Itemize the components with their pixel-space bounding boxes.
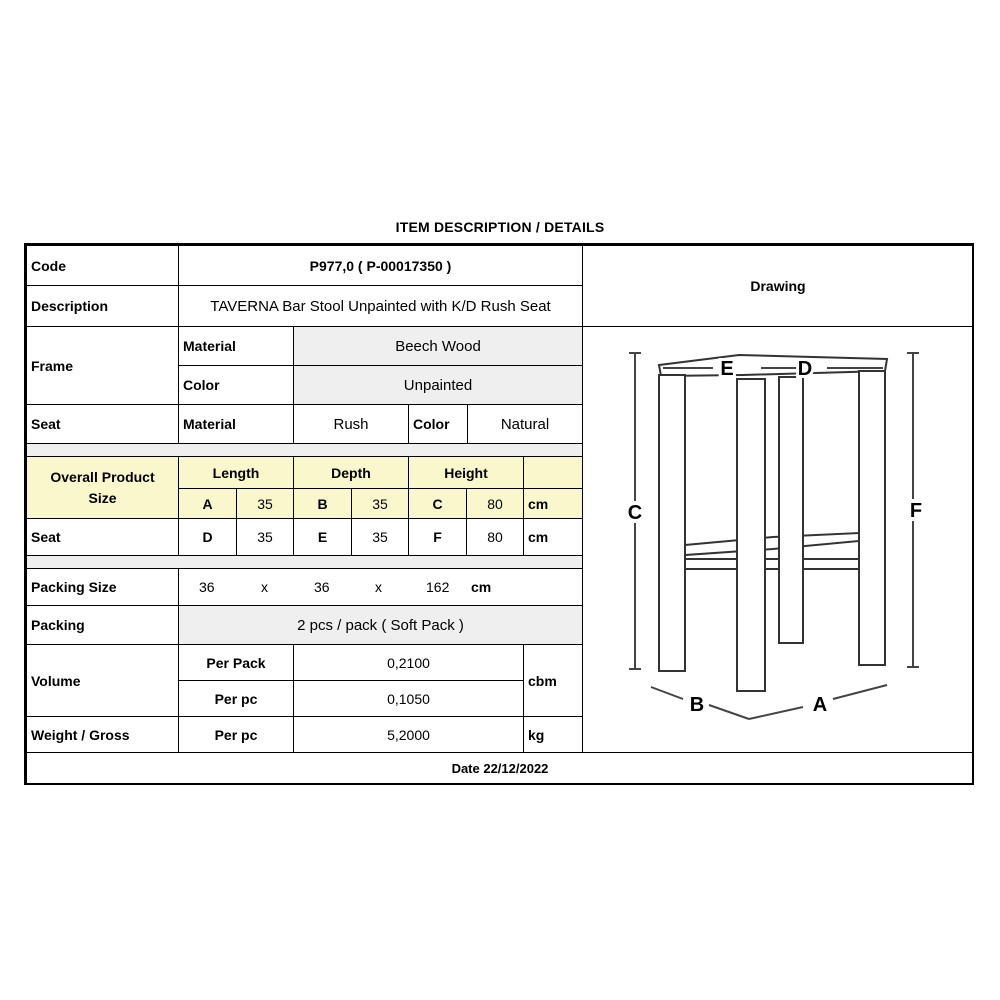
packing-x1: x — [261, 579, 268, 595]
dim-c-value: 80 — [466, 488, 524, 519]
weight-label: Weight / Gross — [26, 716, 179, 753]
volume-per-pack-label: Per Pack — [178, 644, 294, 681]
dim-b-value: 35 — [351, 488, 409, 519]
stool-drawing — [583, 327, 975, 754]
length-header: Length — [178, 456, 294, 489]
seat-color-label: Color — [408, 404, 468, 444]
seat-color-value: Natural — [467, 404, 583, 444]
packing-width: 36 — [199, 579, 215, 595]
volume-per-pack-value: 0,2100 — [293, 644, 524, 681]
frame-material-label: Material — [178, 326, 294, 366]
spec-sheet — [24, 243, 974, 785]
code-label: Code — [26, 245, 179, 286]
volume-label: Volume — [26, 644, 179, 717]
packing-size-label: Packing Size — [26, 568, 179, 606]
packing-size-values — [178, 568, 583, 606]
packing-height: 162 — [426, 579, 450, 595]
spacer-row-2 — [26, 555, 583, 569]
upper-stretcher — [685, 533, 859, 555]
weight-value: 5,2000 — [293, 716, 524, 753]
description-label: Description — [26, 285, 179, 327]
page-title: ITEM DESCRIPTION / DETAILS — [395, 219, 605, 235]
frame-color-value: Unpainted — [293, 365, 583, 405]
packing-label: Packing — [26, 605, 179, 645]
dim-f-label: F — [408, 518, 467, 556]
packing-unit: cm — [471, 579, 492, 595]
seat-label: Seat — [26, 404, 179, 444]
seat-material-label: Material — [178, 404, 294, 444]
back-right-leg — [859, 371, 885, 665]
overall-unit: cm — [523, 488, 583, 519]
drawing-letter-a: A — [812, 694, 828, 716]
dim-b-label: B — [293, 488, 352, 519]
dim-a-label: A — [178, 488, 237, 519]
overall-size-label: Overall Product Size — [26, 456, 179, 519]
packing-value: 2 pcs / pack ( Soft Pack ) — [178, 605, 583, 645]
seat-size-unit: cm — [523, 518, 583, 556]
code-value: P977,0 ( P-00017350 ) — [178, 245, 583, 286]
volume-per-pc-label: Per pc — [178, 680, 294, 717]
back-left-leg — [659, 375, 685, 671]
dim-d-value: 35 — [236, 518, 294, 556]
front-left-leg — [737, 379, 765, 691]
drawing-letter-d: D — [797, 358, 813, 380]
seat-size-label: Seat — [26, 518, 179, 556]
depth-header: Depth — [293, 456, 409, 489]
dim-f-value: 80 — [466, 518, 524, 556]
drawing-letter-c: C — [627, 502, 643, 524]
drawing-label-text: Drawing — [750, 278, 806, 294]
dim-e-label: E — [293, 518, 352, 556]
seat-top-shape — [659, 355, 887, 376]
lower-stretcher — [685, 559, 859, 569]
date-footer: Date 22/12/2022 — [26, 752, 974, 785]
dim-c-label: C — [408, 488, 467, 519]
frame-label: Frame — [26, 326, 179, 405]
drawing-letter-e: E — [720, 358, 734, 380]
drawing-letter-b: B — [689, 694, 705, 716]
dim-d-label: D — [178, 518, 237, 556]
height-header: Height — [408, 456, 524, 489]
dim-e-value: 35 — [351, 518, 409, 556]
seat-material-value: Rush — [293, 404, 409, 444]
volume-per-pc-value: 0,1050 — [293, 680, 524, 717]
front-right-leg — [779, 377, 803, 643]
description-value: TAVERNA Bar Stool Unpainted with K/D Rush Seat — [178, 285, 583, 327]
weight-unit: kg — [523, 716, 583, 753]
packing-depth: 36 — [314, 579, 330, 595]
packing-x2: x — [375, 579, 382, 595]
unit-header-blank — [523, 456, 583, 489]
dim-a-value: 35 — [236, 488, 294, 519]
spacer-row — [26, 443, 583, 457]
frame-material-value: Beech Wood — [293, 326, 583, 366]
volume-unit: cbm — [523, 644, 583, 717]
drawing-letter-f: F — [909, 500, 923, 522]
drawing-label — [582, 245, 974, 327]
weight-per-pc-label: Per pc — [178, 716, 294, 753]
frame-color-label: Color — [178, 365, 294, 405]
drawing-area — [582, 326, 974, 753]
